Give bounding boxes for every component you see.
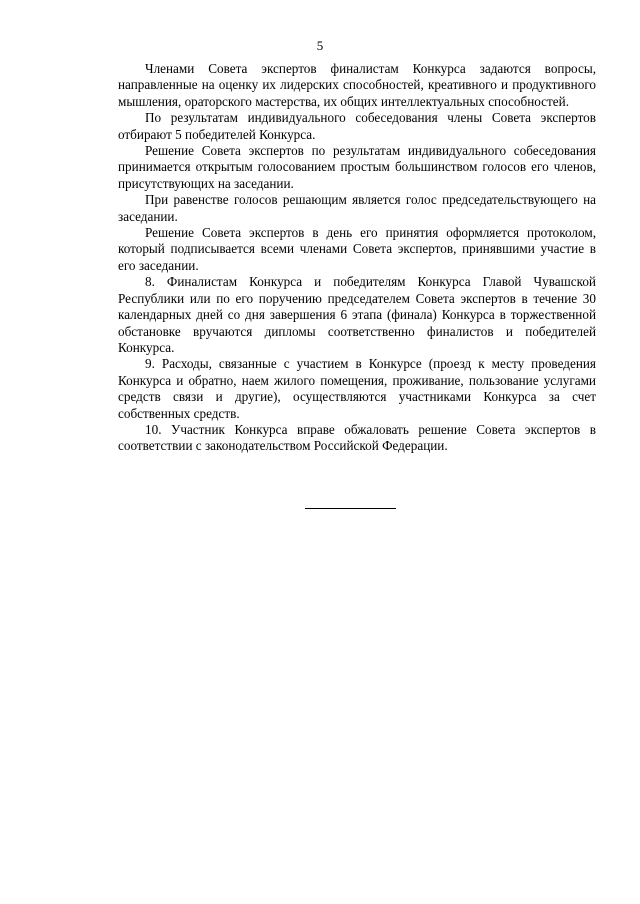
- paragraph-winners-selection: По результатам индивидуального собеседования члены Совета экспертов отбирают 5 победителей Конкурса.: [118, 110, 596, 142]
- document-body: [118, 61, 596, 455]
- paragraph-item-10-appeal: 10. Участник Конкурса вправе обжаловать решение Совета экспертов в соответствии с законодательством Российской Федерации.: [118, 421, 596, 454]
- paragraph-expert-questions: Членами Совета экспертов финалистам Конкурса задаются вопросы, направленные на оценку их лидерских способностей, креативного и продуктивного мышления, ораторского мастерства, их общих интеллектуальных способностей.: [118, 61, 596, 109]
- paragraph-item-8-diplomas: 8. Финалистам Конкурса и победителям Конкурса Главой Чувашской Республики или по его поручению председателем Совета экспертов в течение 30 календарных дней со дня завершения 6 этапа (финала) Конкурса в торжественной обстановке вручаются дипломы соответственно финалистов и победителей Конкурса.: [118, 274, 596, 355]
- paragraph-voting-decision: Решение Совета экспертов по результатам индивидуального собеседования принимается открытым голосованием простым большинством голосов его членов, присутствующих на заседании.: [118, 143, 596, 191]
- paragraph-tie-vote: При равенстве голосов решающим является голос председательствующего на заседании.: [118, 192, 596, 224]
- page-number: 5: [316, 38, 324, 53]
- paragraph-item-9-expenses: 9. Расходы, связанные с участием в Конкурсе (проезд к месту проведения Конкурса и обратно, наем жилого помещения, проживание, пользование услугами средств связи и другие), осуществляются участниками Конкурса за счет собственных средств.: [118, 356, 596, 421]
- end-separator-line: [305, 508, 396, 509]
- paragraph-protocol: Решение Совета экспертов в день его принятия оформляется протоколом, который подписывается всеми членами Совета экспертов, принявшими участие в его заседании.: [118, 225, 596, 273]
